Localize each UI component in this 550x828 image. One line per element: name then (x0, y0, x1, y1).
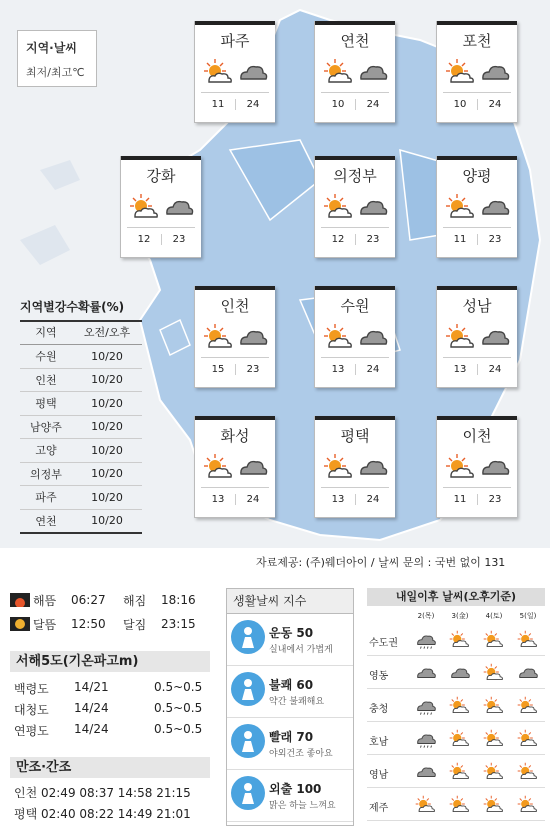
wave-height: 0.5~0.5 (154, 680, 203, 694)
temperature-range (443, 357, 511, 380)
life-index-desc: 약간 불쾌해요 (269, 697, 325, 707)
legend-subtitle: 최저/최고℃ (26, 66, 85, 79)
partly-sunny-icon (449, 629, 471, 649)
cloudy-icon (357, 452, 389, 480)
card-top-bar (315, 286, 395, 290)
max-temp: 23 (355, 234, 390, 245)
city-name: 인천 (220, 297, 250, 315)
partly-sunny-icon (203, 57, 235, 85)
temperature-range (443, 227, 511, 250)
forecast-day: 5(일) (519, 612, 537, 620)
rain-value: 10/20 (91, 514, 123, 528)
card-top-bar (315, 416, 395, 420)
partly-sunny-icon (483, 794, 505, 814)
rain-table-row (20, 486, 142, 510)
weather-icons (323, 452, 389, 480)
life-index-item (227, 666, 353, 718)
sunset-label: 해짐 (123, 593, 147, 608)
rain-cloud-icon (415, 728, 437, 748)
legend-title: 지역·날씨 (26, 41, 77, 55)
cloudy-icon (479, 57, 511, 85)
temperature-range (443, 92, 511, 115)
partly-sunny-icon (445, 57, 477, 85)
min-temp: 11 (453, 494, 467, 505)
life-index-label: 빨래 70 (269, 730, 314, 744)
weather-icons (323, 322, 389, 350)
life-index-label: 운동 50 (269, 626, 314, 640)
life-index-item (227, 718, 353, 770)
sunrise-time: 06:27 (71, 593, 106, 607)
city-card (314, 286, 395, 388)
rain-value: 10/20 (91, 443, 123, 457)
city-card (436, 156, 517, 258)
forecast-region: 충청 (369, 704, 389, 715)
rain-value: 10/20 (91, 373, 123, 387)
cloudy-icon (237, 57, 269, 85)
min-temp: 10 (453, 99, 467, 110)
moon-row (10, 612, 215, 636)
forecast-table (367, 588, 545, 824)
card-top-bar (195, 416, 275, 420)
sun-moon-times (10, 588, 215, 636)
weather-icons (129, 192, 195, 220)
card-top-bar (437, 21, 517, 25)
min-temp: 13 (331, 494, 345, 505)
city-name: 포천 (462, 32, 492, 50)
min-temp: 12 (137, 234, 151, 245)
wave-height: 0.5~0.5 (154, 701, 203, 715)
partly-sunny-icon (323, 57, 355, 85)
forecast-region: 제주 (369, 803, 389, 814)
life-index-label: 불쾌 60 (269, 678, 314, 692)
cloudy-icon (449, 662, 471, 682)
max-temp: 24 (235, 99, 270, 110)
partly-sunny-icon (449, 695, 471, 715)
partly-sunny-icon (483, 761, 505, 781)
rain-value: 10/20 (91, 396, 123, 410)
temperature-range (321, 357, 389, 380)
life-index-item (227, 614, 353, 666)
rain-region: 파주 (35, 491, 57, 505)
partly-sunny-icon (445, 452, 477, 480)
header-ampm: 오전/오후 (83, 326, 131, 339)
life-index-title: 생활날씨 지수 (227, 589, 353, 614)
cloudy-icon (415, 662, 437, 682)
weather-icons (445, 192, 511, 220)
city-card (314, 156, 395, 258)
min-temp: 13 (453, 364, 467, 375)
rain-probability-table (20, 298, 142, 534)
tide-section-title: 만조·간조 (10, 757, 210, 778)
temperature-range (201, 357, 269, 380)
partly-sunny-icon (445, 192, 477, 220)
tide-row: 평택 02:40 08:22 14:49 21:01 (14, 807, 191, 821)
island-name: 연평도 (14, 724, 49, 738)
partly-sunny-icon (129, 192, 161, 220)
max-temp: 23 (235, 364, 270, 375)
min-temp: 13 (331, 364, 345, 375)
forecast-row (367, 725, 545, 755)
tide-row: 인천 02:49 08:37 14:58 21:15 (14, 786, 191, 800)
forecast-day: 3(金) (451, 612, 469, 620)
partly-sunny-icon (449, 761, 471, 781)
temperature-range (201, 92, 269, 115)
forecast-row (367, 791, 545, 821)
partly-sunny-icon (517, 695, 539, 715)
max-temp: 23 (477, 234, 512, 245)
partly-sunny-icon (517, 761, 539, 781)
forecast-region: 영동 (369, 671, 389, 682)
data-source: 자료제공: (주)웨더아이 / 날씨 문의 : 국번 없이 131 (256, 556, 506, 569)
rain-region: 남양주 (30, 420, 62, 434)
partly-sunny-icon (517, 629, 539, 649)
rain-table-title: 지역별강수확률(%) (20, 300, 125, 314)
partly-sunny-icon (323, 322, 355, 350)
map-legend (17, 30, 97, 87)
city-name: 성남 (462, 297, 492, 315)
weather-icons (445, 57, 511, 85)
partly-sunny-icon (483, 662, 505, 682)
sea-row (14, 722, 202, 742)
rain-region: 고양 (35, 444, 57, 458)
life-index-label: 외출 100 (269, 782, 322, 796)
forecast-row (367, 626, 545, 656)
partly-sunny-icon (415, 794, 437, 814)
rain-cloud-icon (415, 629, 437, 649)
city-card (436, 416, 517, 518)
city-name: 연천 (340, 32, 370, 50)
city-name: 수원 (340, 297, 370, 315)
max-temp: 24 (355, 364, 390, 375)
partly-sunny-icon (517, 794, 539, 814)
card-top-bar (195, 21, 275, 25)
forecast-row (367, 659, 545, 689)
island-name: 백령도 (14, 682, 49, 696)
min-temp: 15 (211, 364, 225, 375)
moonrise-time: 12:50 (71, 617, 106, 631)
cloudy-icon (479, 452, 511, 480)
forecast-day: 4(토) (485, 612, 503, 620)
city-card (314, 21, 395, 123)
moonset-time: 23:15 (161, 617, 196, 631)
card-top-bar (315, 21, 395, 25)
city-name: 의정부 (333, 167, 377, 185)
temperature-range (201, 487, 269, 510)
min-temp: 10 (331, 99, 345, 110)
cloudy-icon (237, 322, 269, 350)
island-temp: 14/24 (74, 701, 109, 715)
island-name: 대청도 (14, 703, 49, 717)
rain-region: 연천 (35, 514, 57, 528)
city-card (194, 286, 275, 388)
rain-region: 수원 (35, 350, 57, 364)
city-card (120, 156, 201, 258)
city-card (194, 416, 275, 518)
card-top-bar (195, 286, 275, 290)
max-temp: 24 (355, 494, 390, 505)
rain-value: 10/20 (91, 349, 123, 363)
cloudy-icon (237, 452, 269, 480)
temperature-range (127, 227, 195, 250)
city-card (436, 21, 517, 123)
min-temp: 13 (211, 494, 225, 505)
sea-row (14, 701, 202, 721)
cloudy-icon (357, 192, 389, 220)
rain-table-row (20, 369, 142, 393)
forecast-region: 호남 (369, 737, 389, 748)
cloudy-icon (517, 662, 539, 682)
island-temp: 14/24 (74, 722, 109, 736)
forecast-row (367, 758, 545, 788)
card-top-bar (437, 286, 517, 290)
rain-value: 10/20 (91, 490, 123, 504)
partly-sunny-icon (203, 452, 235, 480)
sea-row (14, 680, 202, 700)
life-index-desc: 야외건조 좋아요 (269, 749, 333, 759)
sea-section-title: 서해5도(기온파고m) (10, 651, 210, 672)
partly-sunny-icon (483, 629, 505, 649)
discomfort-icon (231, 672, 265, 706)
partly-sunny-icon (483, 728, 505, 748)
rain-region: 의정부 (30, 467, 62, 481)
moonrise-label: 달뜸 (33, 617, 57, 632)
city-name: 양평 (462, 167, 492, 185)
rain-table-row (20, 345, 142, 369)
partly-sunny-icon (449, 794, 471, 814)
cloudy-icon (357, 57, 389, 85)
weather-icons (323, 57, 389, 85)
min-temp: 12 (331, 234, 345, 245)
card-top-bar (315, 156, 395, 160)
city-name: 평택 (340, 427, 370, 445)
forecast-title: 내일이후 날씨(오후기준) (367, 588, 545, 606)
forecast-row (367, 692, 545, 722)
city-name: 이천 (462, 427, 492, 445)
card-top-bar (437, 416, 517, 420)
partly-sunny-icon (449, 728, 471, 748)
city-card (436, 286, 517, 388)
rain-table-row (20, 510, 142, 535)
moonrise-icon (10, 617, 30, 631)
rain-table-row (20, 463, 142, 487)
cloudy-icon (479, 322, 511, 350)
sunrise-label: 해뜸 (33, 593, 57, 608)
max-temp: 24 (477, 364, 512, 375)
header-region: 지역 (35, 326, 57, 339)
city-card (314, 416, 395, 518)
city-name: 화성 (220, 427, 250, 445)
weather-icons (203, 452, 269, 480)
cloudy-icon (479, 192, 511, 220)
moonset-label: 달짐 (123, 617, 147, 632)
forecast-region: 영남 (369, 770, 389, 781)
min-temp: 11 (211, 99, 225, 110)
rain-table-header (20, 320, 142, 345)
weather-icons (445, 322, 511, 350)
temperature-range (321, 227, 389, 250)
sunset-time: 18:16 (161, 593, 196, 607)
max-temp: 23 (477, 494, 512, 505)
sun-row (10, 588, 215, 612)
temperature-range (321, 92, 389, 115)
rain-region: 평택 (35, 397, 57, 411)
max-temp: 24 (235, 494, 270, 505)
city-card (194, 21, 275, 123)
weather-icons (445, 452, 511, 480)
sunrise-icon (10, 593, 30, 607)
city-name: 파주 (220, 32, 250, 50)
rain-table-row (20, 439, 142, 463)
weather-icons (323, 192, 389, 220)
forecast-days (409, 611, 545, 623)
cloudy-icon (415, 761, 437, 781)
card-top-bar (437, 156, 517, 160)
max-temp: 23 (161, 234, 196, 245)
cloudy-icon (357, 322, 389, 350)
min-temp: 11 (453, 234, 467, 245)
partly-sunny-icon (323, 452, 355, 480)
life-index-item (227, 770, 353, 822)
forecast-day: 2(목) (417, 612, 435, 620)
rain-region: 인천 (35, 373, 57, 387)
forecast-region: 수도권 (369, 638, 398, 649)
rain-cloud-icon (415, 695, 437, 715)
life-index-desc: 맑은 하늘 느껴요 (269, 801, 336, 811)
city-name: 강화 (146, 167, 176, 185)
rain-table-row (20, 392, 142, 416)
partly-sunny-icon (323, 192, 355, 220)
partly-sunny-icon (483, 695, 505, 715)
laundry-icon (231, 724, 265, 758)
partly-sunny-icon (203, 322, 235, 350)
weather-icons (203, 57, 269, 85)
weather-icons (203, 322, 269, 350)
max-temp: 24 (477, 99, 512, 110)
cloudy-icon (163, 192, 195, 220)
max-temp: 24 (355, 99, 390, 110)
outing-icon (231, 776, 265, 810)
rain-table-row (20, 416, 142, 440)
card-top-bar (121, 156, 201, 160)
temperature-range (321, 487, 389, 510)
partly-sunny-icon (517, 728, 539, 748)
life-index-desc: 실내에서 가볍게 (269, 645, 333, 655)
wave-height: 0.5~0.5 (154, 722, 203, 736)
rain-value: 10/20 (91, 420, 123, 434)
island-temp: 14/21 (74, 680, 109, 694)
exercise-icon (231, 620, 265, 654)
temperature-range (443, 487, 511, 510)
life-weather-index (226, 588, 354, 826)
partly-sunny-icon (445, 322, 477, 350)
rain-value: 10/20 (91, 467, 123, 481)
